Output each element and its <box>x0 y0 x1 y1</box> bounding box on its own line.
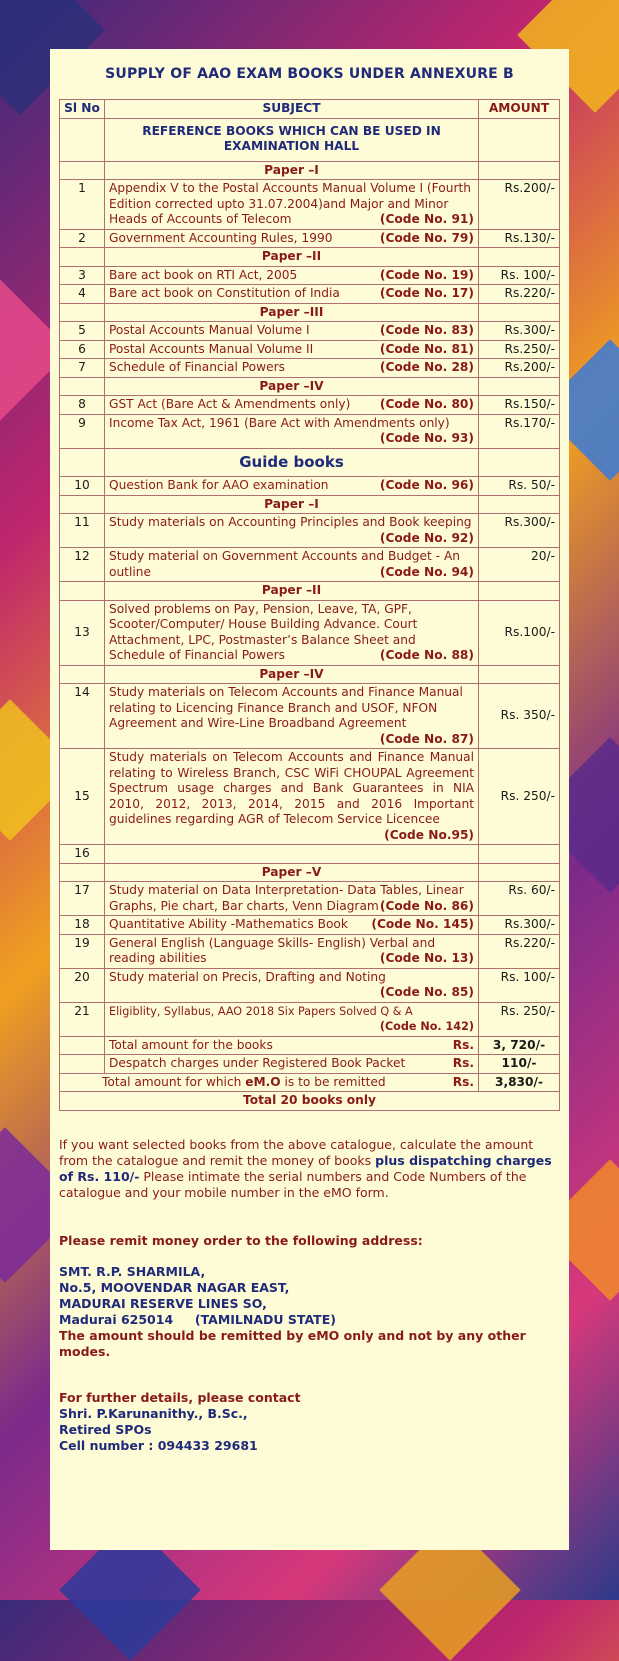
paper-label: Paper –I <box>105 161 479 180</box>
catalogue-panel <box>50 49 569 1550</box>
code-label: (Code No. 19) <box>379 267 474 282</box>
code-label: (Code No. 91) <box>379 212 474 226</box>
table-row: 6 Postal Accounts Manual Volume II (Code No. 81) Rs.250/- <box>60 340 560 359</box>
paper-row <box>60 248 560 267</box>
code-label: (Code No. 81) <box>379 341 474 356</box>
books-total-amount: 3, 720/- <box>479 1036 560 1055</box>
code-label: (Code No. 79) <box>379 230 474 245</box>
table-row: 18 Quantitative Ability -Mathematics Book (Code No. 145) Rs.300/- <box>60 916 560 935</box>
table-row: 20 Study material on Precis, Drafting and Noting (Code No. 85) Rs. 100/- <box>60 968 560 1002</box>
paper-label: Paper –IV <box>105 377 479 396</box>
table-row: 17 Study material on Data Interpretation- Data Tables, Linear Graphs, Pie chart, Bar charts, Venn Diagram (Code No. 86) Rs. 60/- <box>60 882 560 916</box>
contact-phone: Cell number : 094433 29681 <box>59 1438 258 1453</box>
code-label: (Code No. 94) <box>379 564 474 579</box>
table-row: 7 Schedule of Financial Powers (Code No. 28) Rs.200/- <box>60 359 560 378</box>
table-row: 12 Study material on Government Accounts and Budget - An outline (Code No. 94) 20/- <box>60 548 560 582</box>
code-label: (Code No. 93) <box>379 431 474 445</box>
table-row: 5 Postal Accounts Manual Volume I (Code No. 83) Rs.300/- <box>60 322 560 341</box>
despatch-row: Despatch charges under Registered Book Packet Rs. 110/- <box>60 1055 560 1074</box>
paper-row <box>60 377 560 396</box>
paper-row <box>60 495 560 514</box>
paper-label: Paper –V <box>105 863 479 882</box>
table-row: 2 Government Accounting Rules, 1990 (Code No. 79) Rs.130/- <box>60 229 560 248</box>
emo-note: The amount should be remitted by eMO only and not by any other modes. <box>59 1328 526 1359</box>
reference-heading-row <box>60 118 560 161</box>
table-row: 15 Study materials on Telecom Accounts and Finance Manual relating to Wireless Branch, CSC WiFi CHOUPAL Agreement Spectrum usage charges and Bank Guarantees in NIA 2010, 2012, 2013, 2014, 2015 and 2016 Important guidelines regarding AGR of Telecom Service Licencee (Code No.95) Rs. 250/- <box>60 749 560 845</box>
address-block: SMT. R.P. SHARMILA, No.5, MOOVENDAR NAGAR EAST, MADURAI RESERVE LINES SO, Madurai 625014 (TAMILNADU STATE) <box>59 1264 336 1327</box>
final-total-row <box>60 1092 560 1111</box>
table-row: 13 Solved problems on Pay, Pension, Leave, TA, GPF, Scooter/Computer/ House Building Advance. Court Attachment, LPC, Postmaster’s Balance Sheet and Schedule of Financial Powers (Code No. 88) Rs.100/- <box>60 600 560 665</box>
code-label: (Code No. 83) <box>379 323 474 337</box>
paper-label: Paper –II <box>105 582 479 601</box>
emo-total-amount: 3,830/- <box>479 1073 560 1092</box>
contact-block: For further details, please contact Shri. P.Karunanithy., B.Sc., Retired SPOs Cell number : 094433 29681 <box>59 1390 554 1454</box>
guide-heading: Guide books <box>105 448 479 477</box>
code-label: (Code No. 142) <box>379 1020 474 1033</box>
table-row: 8 GST Act (Bare Act & Amendments only) (Code No. 80) Rs.150/- <box>60 396 560 415</box>
paper-label: Paper –IV <box>105 665 479 684</box>
table-row: 14 Study materials on Telecom Accounts and Finance Manual relating to Licencing Finance Branch and USOF, NFON Agreement and Wire-Line Broadband Agreement (Code No. 87) Rs. 350/- <box>60 684 560 749</box>
emo-total-row: Total amount for which eM.O is to be remitted Rs. 3,830/- <box>60 1073 560 1092</box>
remit-heading: Please remit money order to the following address: <box>59 1233 423 1248</box>
final-total: Total 20 books only <box>60 1092 560 1111</box>
table-row: 19 General English (Language Skills- English) Verbal and reading abilities (Code No. 13) Rs.220/- <box>60 934 560 968</box>
code-label: (Code No. 92) <box>379 530 474 545</box>
page-title: SUPPLY OF AAO EXAM BOOKS UNDER ANNEXURE B <box>105 66 514 82</box>
code-label: (Code No. 88) <box>379 648 474 662</box>
paper-row <box>60 161 560 180</box>
code-label: (Code No. 85) <box>379 985 474 999</box>
reference-heading: REFERENCE BOOKS WHICH CAN BE USED IN EXAMINATION HALL <box>105 118 479 161</box>
code-label: (Code No. 17) <box>379 286 474 300</box>
table-row: 4 Bare act book on Constitution of India (Code No. 17) Rs.220/- <box>60 285 560 304</box>
despatch-amount: 110/- <box>479 1055 560 1074</box>
code-label: (Code No.95) <box>384 827 474 842</box>
instructions-note: If you want selected books from the above catalogue, calculate the amount from the catalogue and remit the money of books plus dispatching charges of Rs. 110/- Please intimate the serial numbers and Code Numbers of the catalogue and your mobile number in the eMO form. <box>59 1137 552 1200</box>
table-row: 10 Question Bank for AAO examination (Code No. 96) Rs. 50/- <box>60 477 560 496</box>
paper-row <box>60 303 560 322</box>
header-amount: AMOUNT <box>479 100 560 119</box>
table-row: 11 Study materials on Accounting Principles and Book keeping (Code No. 92) Rs.300/- <box>60 514 560 548</box>
code-label: (Code No. 28) <box>379 360 474 374</box>
table-header-row <box>60 100 560 119</box>
paper-label: Paper –II <box>105 248 479 267</box>
books-table <box>59 99 560 1111</box>
code-label: (Code No. 145) <box>371 917 474 931</box>
table-row: 1 Appendix V to the Postal Accounts Manual Volume I (Fourth Edition corrected upto 31.07.2004)and Major and Minor Heads of Accounts of Telecom (Code No. 91) Rs.200/- <box>60 180 560 230</box>
paper-label: Paper –I <box>105 495 479 514</box>
header-subject: SUBJECT <box>105 100 479 119</box>
code-label: (Code No. 80) <box>379 397 474 411</box>
header-sl: Sl No <box>60 100 105 119</box>
table-row: 9 Income Tax Act, 1961 (Bare Act with Amendments only) (Code No. 93) Rs.170/- <box>60 414 560 448</box>
books-total-row: Total amount for the books Rs. 3, 720/- <box>60 1036 560 1055</box>
table-row: 21 Eligiblity, Syllabus, AAO 2018 Six Papers Solved Q & A (Code No. 142) Rs. 250/- <box>60 1002 560 1036</box>
code-label: (Code No. 87) <box>379 731 474 746</box>
paper-row <box>60 863 560 882</box>
guide-heading-row <box>60 448 560 477</box>
paper-row <box>60 665 560 684</box>
table-row: 3 Bare act book on RTI Act, 2005 (Code No. 19) Rs. 100/- <box>60 266 560 285</box>
code-label: (Code No. 13) <box>379 951 474 965</box>
table-row: 16 <box>60 845 560 864</box>
code-label: (Code No. 96) <box>379 478 474 492</box>
code-label: (Code No. 86) <box>379 898 474 913</box>
paper-row <box>60 582 560 601</box>
paper-label: Paper –III <box>105 303 479 322</box>
